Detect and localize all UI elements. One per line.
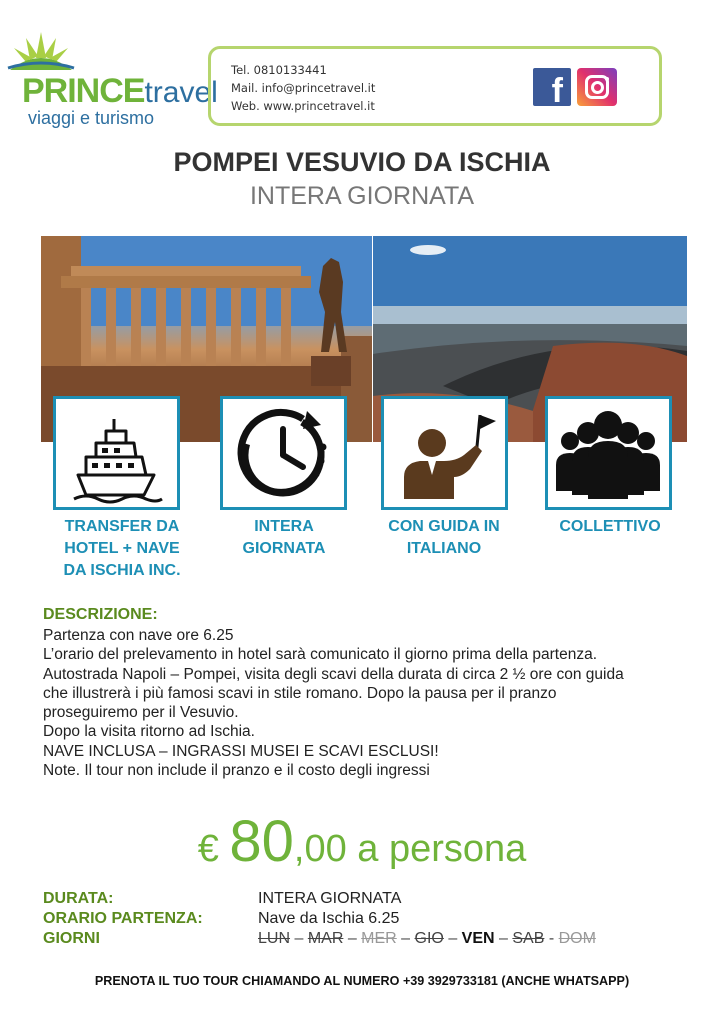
feature-label-line: CON GUIDA IN <box>388 518 500 535</box>
price-suffix: ,00 a persona <box>293 828 527 870</box>
day-sat: SAB <box>512 930 545 947</box>
price-currency: € <box>197 828 230 870</box>
description-line: Dopo la visita ritorno ad Ischia. <box>43 723 255 741</box>
description-line: Note. Il tour non include il pranzo e il costo degli ingressi <box>43 762 430 780</box>
description-line: che illustrerà i più famosi scavi in stile romano. Dopo la pausa per il pranzo <box>43 684 557 702</box>
brand-name <box>22 72 218 111</box>
sun-icon <box>6 28 76 72</box>
departure-label: ORARIO PARTENZA: <box>43 910 203 927</box>
feature-label-group <box>530 516 690 538</box>
feature-label-line: ITALIANO <box>406 540 482 557</box>
description-heading: DESCRIZIONE: <box>43 606 158 623</box>
feature-label-guide <box>364 516 524 560</box>
booking-footer: PRENOTA IL TUO TOUR CHIAMANDO AL NUMERO +39 3929733181 (ANCHE WHATSAPP) <box>94 974 630 988</box>
description-line: L’orario del prelevamento in hotel sarà comunicato il giorno prima della partenza. <box>43 646 598 664</box>
contact-lines <box>231 61 375 115</box>
feature-box-duration <box>220 396 347 510</box>
feature-label-line: GIORNATA <box>242 540 326 557</box>
duration-value: INTERA GIORNATA <box>258 890 402 907</box>
day-fri: VEN <box>461 930 495 947</box>
brand-name-prince: PRINCE <box>22 72 145 110</box>
description-line: Autostrada Napoli – Pompei, visita degli scavi della durata di circa 2 ½ ore con guida <box>43 665 624 683</box>
facebook-icon[interactable]: f <box>533 68 571 106</box>
feature-box-transfer <box>53 396 180 510</box>
contact-box <box>208 46 662 126</box>
duration-label: DURATA: <box>43 890 114 907</box>
feature-label-line: DA ISCHIA INC. <box>63 562 181 579</box>
ship-icon <box>56 399 177 507</box>
description-body <box>43 626 693 780</box>
feature-label-line: TRANSFER DA <box>64 518 180 535</box>
instagram-icon[interactable] <box>577 68 617 106</box>
day-mon: LUN <box>258 930 291 947</box>
day-sun: DOM <box>558 930 596 947</box>
clock-icon <box>223 399 344 507</box>
feature-box-group <box>545 396 672 510</box>
feature-label-line: INTERA <box>254 518 314 535</box>
description-line: Partenza con nave ore 6.25 <box>43 627 234 644</box>
price <box>0 808 724 875</box>
days-list: LUN – MAR – MER – GIO – VEN – SAB - DOM <box>258 930 596 947</box>
day-tue: MAR <box>307 930 344 947</box>
brand-logo <box>0 28 218 138</box>
contact-web[interactable]: Web. www.princetravel.it <box>231 99 375 113</box>
feature-box-guide <box>381 396 508 510</box>
group-icon <box>548 399 669 507</box>
day-wed: MER <box>361 930 397 947</box>
day-thu: GIO <box>414 930 444 947</box>
days-label: GIORNI <box>43 930 100 947</box>
feature-label-line: HOTEL + NAVE <box>64 540 180 557</box>
feature-label-line: COLLETTIVO <box>559 518 661 535</box>
feature-label-transfer <box>42 516 202 582</box>
departure-value: Nave da Ischia 6.25 <box>258 910 400 927</box>
description-line: NAVE INCLUSA – INGRASSI MUSEI E SCAVI ESCLUSI! <box>43 742 439 760</box>
contact-tel[interactable]: Tel. 0810133441 <box>231 63 327 77</box>
page-subtitle: INTERA GIORNATA <box>249 182 475 210</box>
description-line: proseguiremo per il Vesuvio. <box>43 704 239 722</box>
brand-name-travel: travel <box>144 76 218 109</box>
price-amount: 80 <box>229 809 294 874</box>
contact-mail[interactable]: Mail. info@princetravel.it <box>231 81 376 95</box>
guide-icon <box>384 399 505 507</box>
page-title: POMPEI VESUVIO DA ISCHIA <box>173 147 551 177</box>
brand-tagline: viaggi e turismo <box>28 108 155 128</box>
feature-label-duration <box>204 516 364 560</box>
